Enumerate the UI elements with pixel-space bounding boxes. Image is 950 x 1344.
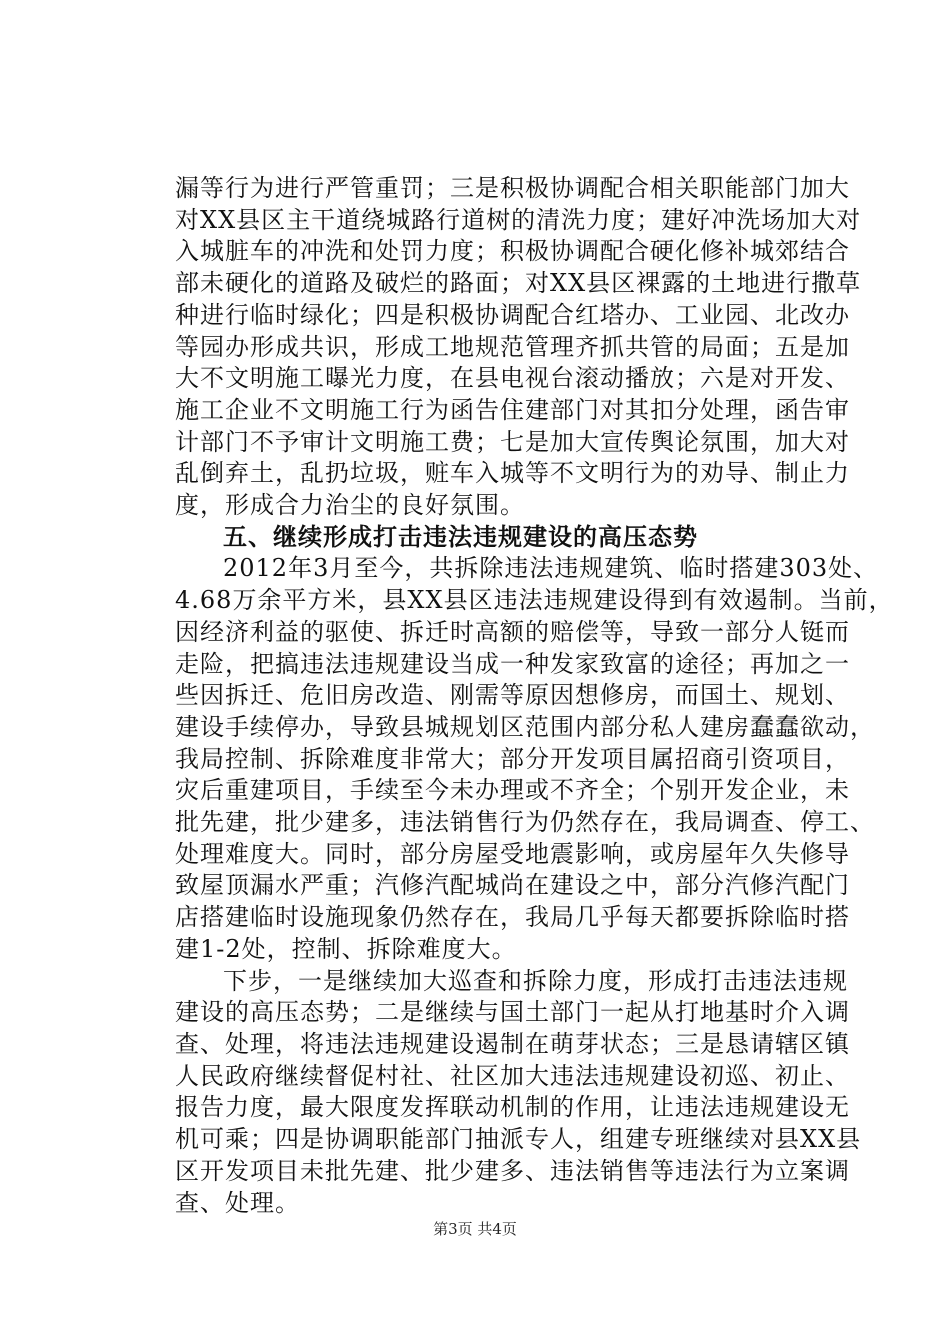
document-body (175, 173, 894, 1219)
text-line: 走险，把搞违法违规建设当成一种发家致富的途径；再加之一 (175, 649, 850, 678)
page-footer: 第3页 共4页 (433, 1220, 517, 1238)
paragraph-next-steps (175, 966, 862, 1220)
text-line: 漏等行为进行严管重罚；三是积极协调配合相关职能部门加大 (175, 174, 850, 202)
text-line: 机可乘；四是协调职能部门抽派专人，组建专班继续对县XX县 (175, 1125, 862, 1154)
text-line: 入城脏车的冲洗和处罚力度；积极协调配合硬化修补城郊结合 (175, 237, 850, 266)
text-line: 施工企业不文明施工行为函告住建部门对其扣分处理，函告审 (175, 395, 850, 424)
text-line: 2012年3月至今，共拆除违法违规建筑、临时搭建303处、 (223, 554, 879, 583)
text-line: 建设的高压态势；二是继续与国土部门一起从打地基时介入调 (175, 998, 850, 1027)
text-line: 查、处理。 (175, 1188, 300, 1217)
text-line: 等园办形成共识，形成工地规范管理齐抓共管的局面；五是加 (175, 332, 850, 361)
text-line: 店搭建临时设施现象仍然存在，我局几乎每天都要拆除临时搭 (175, 903, 850, 932)
text-line: 处理难度大。同时，部分房屋受地震影响，或房屋年久失修导 (175, 839, 850, 868)
text-line: 4.68万余平方米，县XX县区违法违规建设得到有效遏制。当前， (175, 586, 894, 615)
text-line: 因经济利益的驱使、拆迁时高额的赔偿等，导致一部分人铤而 (175, 617, 850, 646)
text-line: 部未硬化的道路及破烂的路面；对XX县区裸露的土地进行撒草 (175, 269, 862, 298)
text-line: 度，形成合力治尘的良好氛围。 (175, 491, 525, 520)
text-line: 乱倒弃土，乱扔垃圾，赃车入城等不文明行为的劝导、制止力 (175, 459, 850, 488)
text-line: 查、处理，将违法违规建设遏制在萌芽状态；三是恳请辖区镇 (175, 1029, 850, 1058)
text-line: 致屋顶漏水严重；汽修汽配城尚在建设之中，部分汽修汽配门 (175, 871, 850, 900)
text-line: 报告力度，最大限度发挥联动机制的作用，让违法违规建设无 (175, 1093, 850, 1122)
paragraph-illegal-construction (175, 553, 894, 965)
text-line: 我局控制、拆除难度非常大；部分开发项目属招商引资项目， (175, 744, 850, 773)
text-line: 灾后重建项目，手续至今未办理或不齐全；个别开发企业，未 (175, 776, 850, 805)
text-line: 对XX县区主干道绕城路行道树的清洗力度；建好冲洗场加大对 (175, 205, 862, 234)
text-line: 区开发项目未批先建、批少建多、违法销售等违法行为立案调 (175, 1156, 850, 1185)
text-line: 些因拆迁、危旧房改造、刚需等原因想修房，而国土、规划、 (175, 681, 850, 710)
text-line: 批先建，批少建多，违法销售行为仍然存在，我局调查、停工、 (175, 808, 875, 837)
text-line: 种进行临时绿化；四是积极协调配合红塔办、工业园、北改办 (175, 300, 850, 329)
text-line: 建设手续停办，导致县城规划区范围内部分私人建房蠢蠢欲动， (175, 712, 875, 741)
text-line: 大不文明施工曝光力度，在县电视台滚动播放；六是对开发、 (175, 364, 850, 393)
text-line: 人民政府继续督促村社、社区加大违法违规建设初巡、初止、 (175, 1061, 850, 1090)
section-heading-wrapper (175, 522, 785, 554)
text-line: 下步，一是继续加大巡查和拆除力度，形成打击违法违规 (223, 966, 848, 995)
text-line: 建1-2处，控制、拆除难度大。 (175, 934, 517, 963)
paragraph-dust-control (175, 173, 862, 522)
section-heading: 五、继续形成打击违法违规建设的高压态势 (223, 522, 698, 551)
text-line: 计部门不予审计文明施工费；七是加大宣传舆论氛围，加大对 (175, 427, 850, 456)
